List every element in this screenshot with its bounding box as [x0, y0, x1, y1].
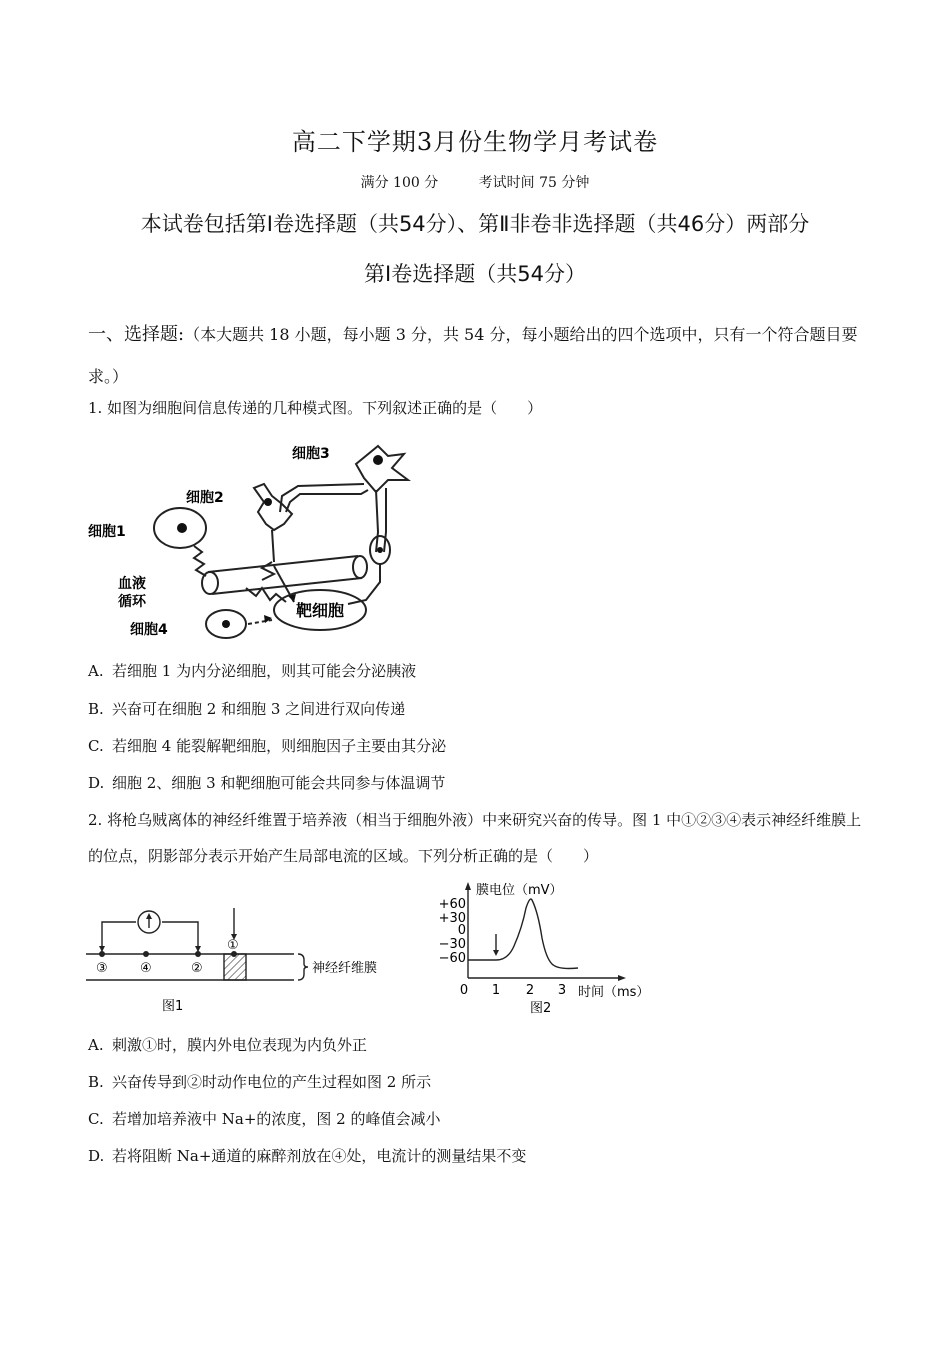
cell2-body [254, 484, 292, 530]
fig1-label-cell2: 细胞2 [186, 490, 224, 506]
fig1-point-4: ④ [140, 961, 152, 976]
fig1-label-cell4: 细胞4 [130, 622, 168, 638]
fig2-xlabel: 时间（ms） [578, 985, 650, 1000]
fig2-ytick: −30 [438, 937, 466, 952]
fig2-ytick: +60 [438, 897, 466, 912]
cell3-body [356, 446, 408, 492]
q1-option-c[interactable]: C. 若细胞 4 能裂解靶细胞，则细胞因子主要由其分泌 [88, 737, 447, 755]
q2-stem: 2. 将枪乌贼离体的神经纤维置于培养液（相当于细胞外液）中来研究兴奋的传导。图 1 中①②③④表示神经纤维膜上的位点，阴影部分表示开始产生局部电流的区域。下列分析正确的是（ ） [88, 811, 862, 865]
exam-time: 考试时间 75 分钟 [478, 175, 590, 191]
q1-option-d[interactable]: D. 细胞 2、细胞 3 和靶细胞可能会共同参与体温调节 [88, 774, 446, 792]
fig1-point-2: ② [191, 961, 203, 976]
exam-title: 高二下学期3月份生物学月考试卷 [291, 128, 659, 156]
q2-option-a[interactable]: A. 刺激①时，膜内外电位表现为内负外正 [88, 1036, 368, 1054]
fig2-ytick: −60 [438, 951, 466, 966]
fig1-label-blood1: 血液 [118, 576, 146, 592]
fig1-caption: 图1 [162, 999, 184, 1014]
q2-option-d[interactable]: D. 若将阻断 Na+通道的麻醉剂放在④处，电流计的测量结果不变 [88, 1147, 527, 1165]
fig2-xtick: 0 [459, 983, 469, 998]
fig1-point-3: ③ [96, 961, 108, 976]
fig1-point-1: ① [227, 938, 239, 953]
q2-option-b[interactable]: B. 兴奋传导到②时动作电位的产生过程如图 2 所示 [88, 1073, 432, 1091]
fig1-label-cell3: 细胞3 [292, 446, 330, 462]
q2-option-c[interactable]: C. 若增加培养液中 Na+的浓度，图 2 的峰值会减小 [88, 1110, 441, 1128]
fig2-ytick: +30 [438, 911, 466, 926]
fig2-xtick: 2 [525, 983, 535, 998]
section-label: 一、选择题: [88, 324, 185, 345]
fig2-xtick: 1 [491, 983, 501, 998]
exam-intro: 本试卷包括第Ⅰ卷选择题（共54分）、第Ⅱ非卷非选择题（共46分）两部分 [140, 212, 810, 236]
fig1-label-cell1: 细胞1 [88, 524, 126, 540]
fig1-label-target: 靶细胞 [296, 601, 345, 620]
q1-stem: 1. 如图为细胞间信息传递的几种模式图。下列叙述正确的是（ ） [88, 399, 543, 417]
action-potential-curve [468, 899, 578, 969]
q1-figure-cell-signaling [86, 432, 426, 644]
q1-option-a[interactable]: A. 若细胞 1 为内分泌细胞，则其可能会分泌胰液 [88, 662, 417, 680]
fig2-caption: 图2 [530, 1001, 552, 1016]
fig2-ytick: 0 [457, 923, 466, 938]
fig2-xtick: 3 [557, 983, 567, 998]
full-score: 满分 100 分 [360, 175, 439, 191]
section-heading [88, 314, 868, 398]
exam-meta [0, 172, 950, 192]
section-instructions: （本大题共 18 小题，每小题 3 分，共 54 分，每小题给出的四个选项中，只有一个符合题目要求。） [88, 325, 858, 386]
part-title: 第Ⅰ卷选择题（共54分） [364, 262, 586, 286]
q1-option-b[interactable]: B. 兴奋可在细胞 2 和细胞 3 之间进行双向传递 [88, 700, 406, 718]
q2-figure1-nerve-fiber [86, 902, 406, 1018]
q2-figure2-membrane-potential [428, 878, 664, 1018]
fig1-label-blood2: 循环 [118, 594, 146, 610]
fig1-membrane-label: 神经纤维膜 [312, 961, 378, 976]
fig2-ylabel: 膜电位（mV） [476, 883, 563, 898]
